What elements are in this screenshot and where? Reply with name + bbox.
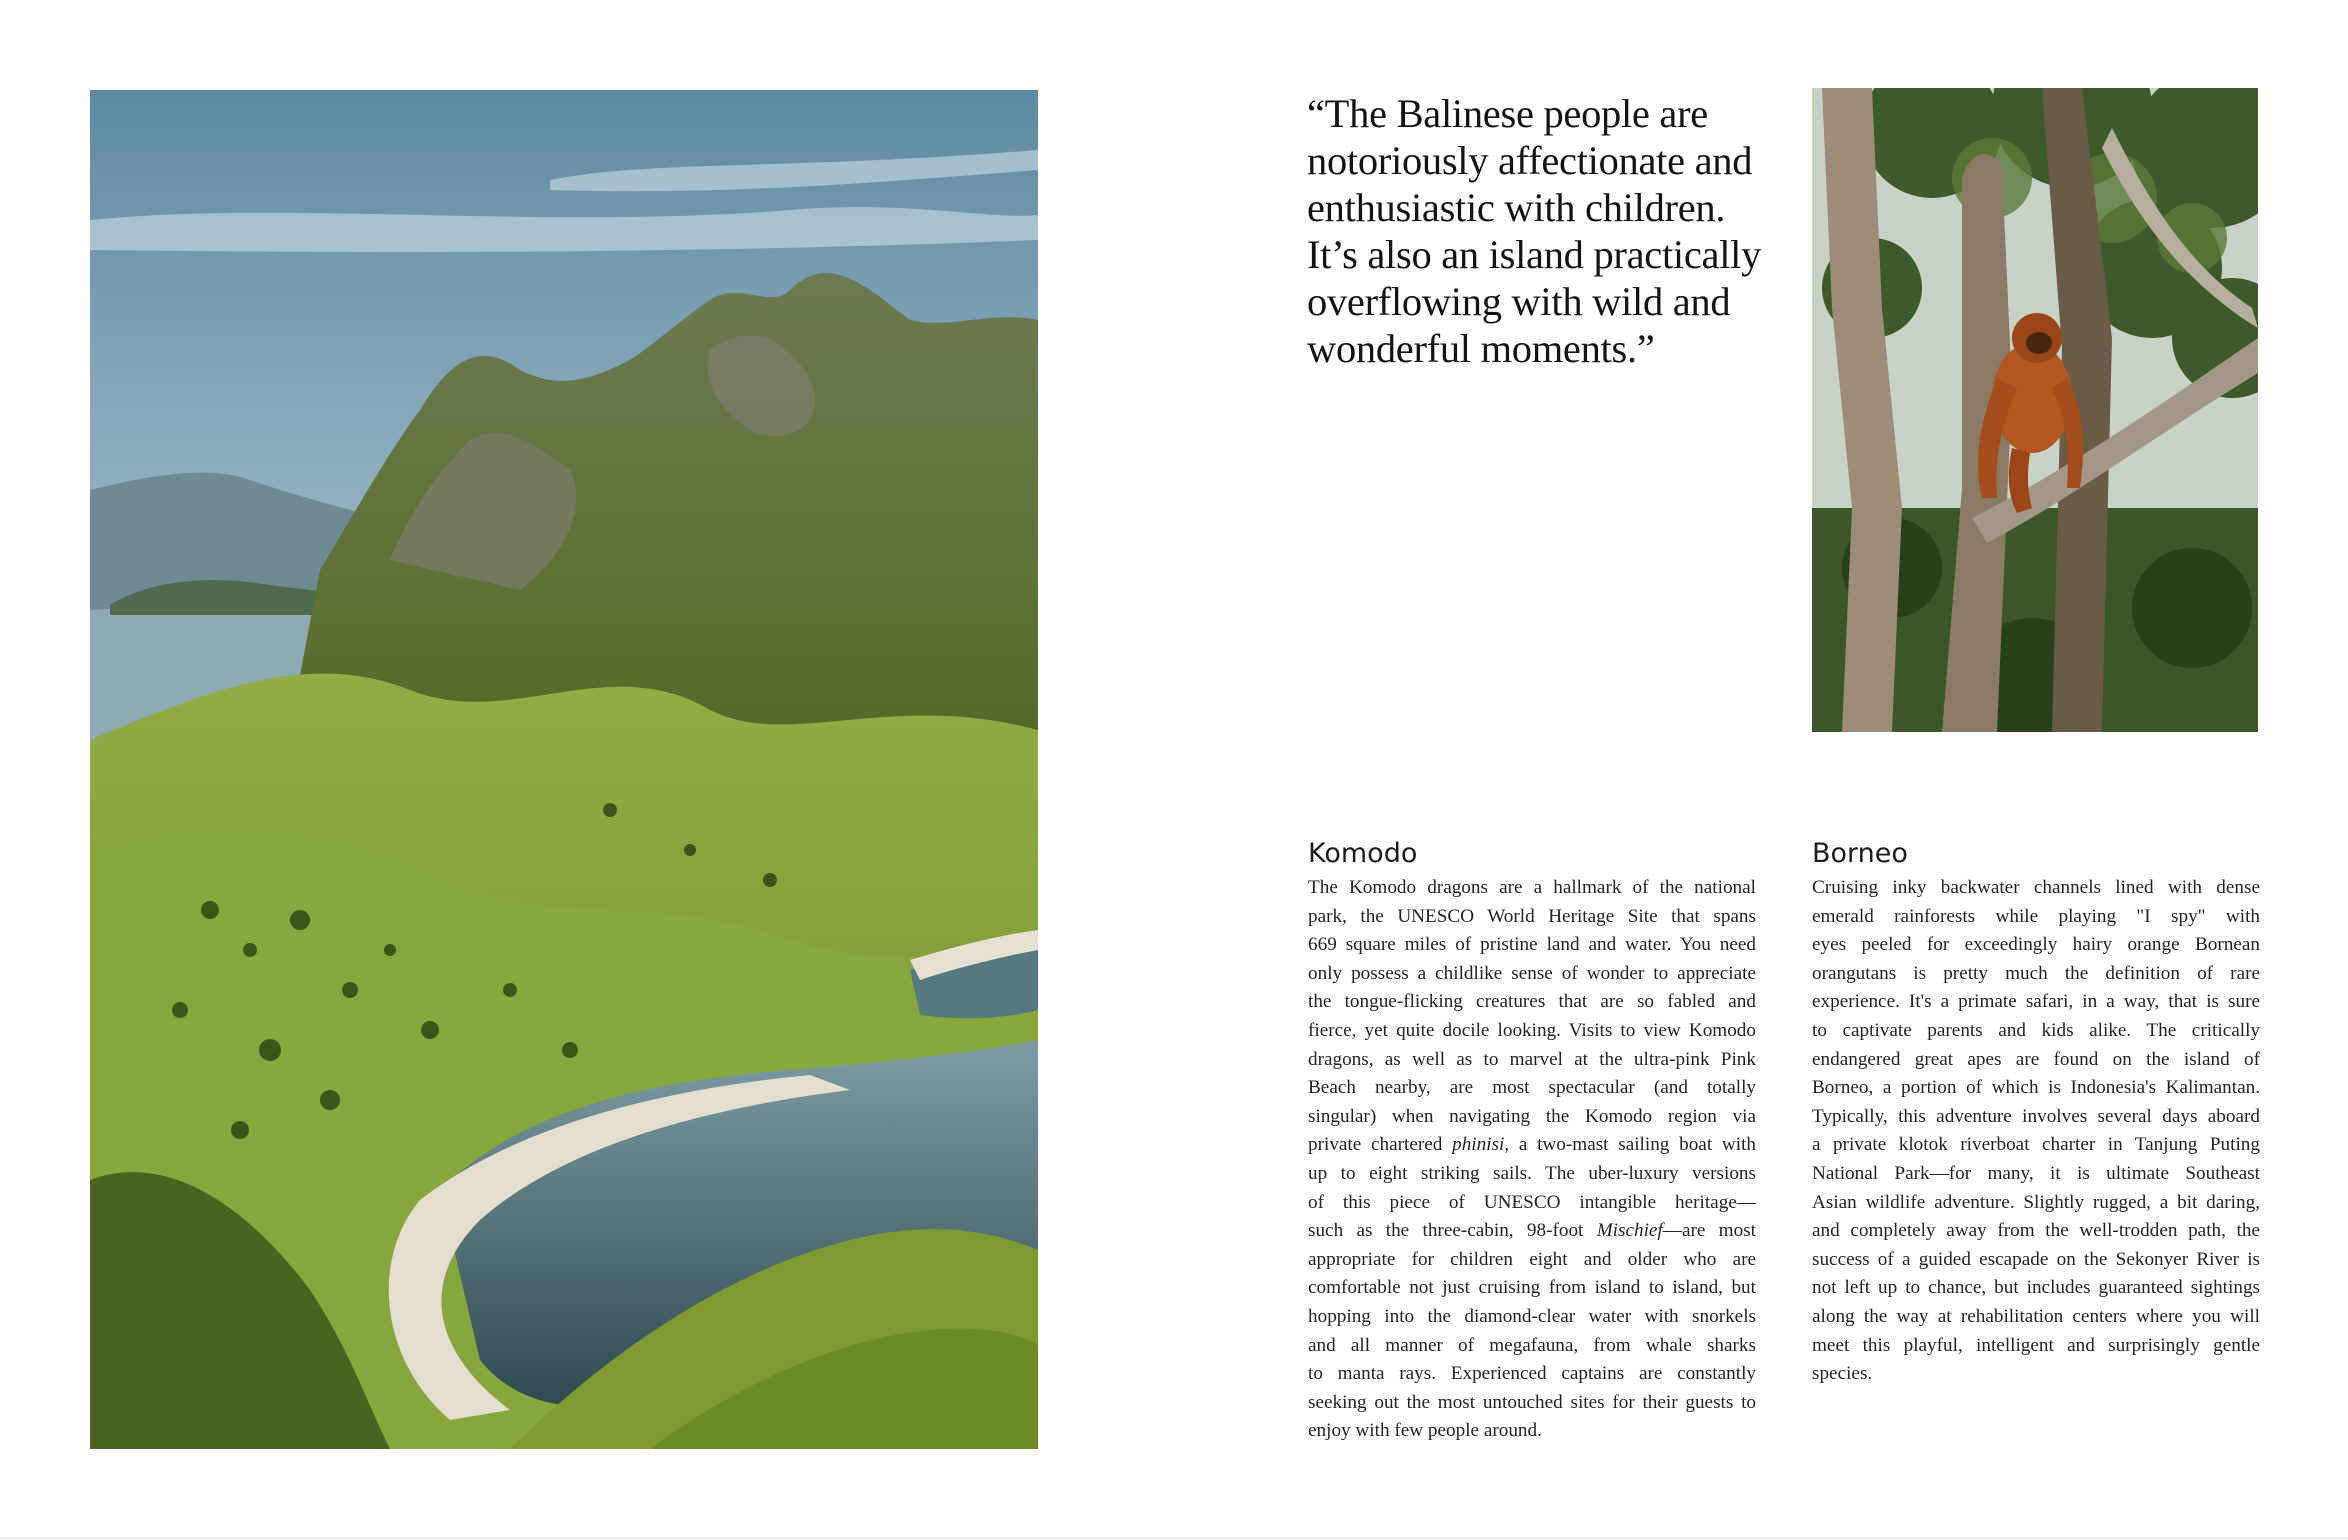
body-line: and all manner of megafauna, from whale sharks	[1308, 1334, 1756, 1356]
orangutan-in-tree-illustration	[1812, 88, 2258, 732]
text-run: private chartered	[1308, 1134, 1453, 1156]
komodo-heading: Komodo	[1308, 838, 1418, 869]
body-line: to captivate parents and kids alike. The critically	[1812, 1019, 2260, 1041]
body-line: Borneo, a portion of which is Indonesia's Kalimantan.	[1812, 1077, 2260, 1099]
padar-island-illustration	[90, 90, 1038, 1449]
text-run: , a two-mast sailing boat with	[1504, 1134, 1756, 1156]
komodo-section	[1308, 838, 1756, 1446]
body-line: up to eight striking sails. The uber-luxury versions	[1308, 1162, 1756, 1184]
komodo-body	[1308, 874, 1756, 1446]
body-line: not left up to chance, but includes guaranteed sightings	[1812, 1277, 2260, 1299]
body-line	[1308, 1131, 1756, 1160]
body-line: along the way at rehabilitation centers where you will	[1812, 1305, 2260, 1327]
italic-term: phinisi	[1452, 1134, 1505, 1156]
text-run: —are most	[1662, 1220, 1756, 1242]
body-line: orangutans is pretty much the definition of rare	[1812, 962, 2260, 984]
quote-line: enthusiastic with children.	[1307, 185, 1726, 230]
body-line: the tongue-flicking creatures that are so fabled and	[1308, 991, 1756, 1013]
body-line: 669 square miles of pristine land and water. You need	[1308, 934, 1756, 956]
italic-term: Mischief	[1596, 1220, 1663, 1242]
body-line: dragons, as well as to marvel at the ultra-pink Pink	[1308, 1048, 1756, 1070]
body-line: The Komodo dragons are a hallmark of the national	[1308, 877, 1756, 898]
body-line: seeking out the most untouched sites for their guests to	[1308, 1391, 1756, 1413]
body-line: experience. It's a primate safari, in a way, that is sure	[1812, 991, 2260, 1013]
body-line: singular) when navigating the Komodo region via	[1308, 1105, 1756, 1127]
quote-line: notoriously affectionate and	[1307, 138, 1753, 183]
body-line: and completely away from the well-trodden path, the	[1812, 1220, 2260, 1242]
text-run: such as the three-cabin, 98-foot	[1308, 1220, 1597, 1242]
body-line: appropriate for children eight and older who are	[1308, 1248, 1756, 1270]
body-line	[1308, 1217, 1756, 1246]
body-line: hopping into the diamond-clear water with snorkels	[1308, 1305, 1756, 1327]
body-line: of this piece of UNESCO intangible heritage—	[1308, 1191, 1756, 1213]
body-line: success of a guided escapade on the Sekonyer River is	[1812, 1248, 2260, 1270]
borneo-body	[1812, 874, 2260, 1389]
body-line: to manta rays. Experienced captains are constantly	[1308, 1363, 1756, 1385]
body-line: Cruising inky backwater channels lined with dense	[1812, 877, 2260, 898]
body-line: endangered great apes are found on the island of	[1812, 1048, 2260, 1070]
body-line: meet this playful, intelligent and surprisingly gentle	[1812, 1334, 2260, 1356]
body-line: fierce, yet quite docile looking. Visits to view Komodo	[1308, 1019, 1756, 1041]
quote-line: “The Balinese people are	[1307, 91, 1708, 136]
body-line: enjoy with few people around.	[1308, 1420, 1542, 1442]
body-line: eyes peeled for exceedingly hairy orange Bornean	[1812, 934, 2260, 956]
body-line: only possess a childlike sense of wonder to appreciate	[1308, 962, 1756, 984]
body-line: Asian wildlife adventure. Slightly rugged, a bit daring,	[1812, 1191, 2260, 1213]
body-line: park, the UNESCO World Heritage Site that spans	[1308, 905, 1756, 927]
body-line: National Park—for many, it is ultimate Southeast	[1812, 1162, 2260, 1184]
quote-line: It’s also an island practically	[1307, 232, 1762, 277]
landscape-photo	[90, 90, 1038, 1449]
borneo-section	[1812, 838, 2260, 1389]
borneo-heading: Borneo	[1812, 838, 1908, 869]
body-line: emerald rainforests while playing "I spy" with	[1812, 905, 2260, 927]
quote-line: wonderful moments.”	[1307, 326, 1655, 371]
quote-line: overflowing with wild and	[1307, 279, 1731, 324]
body-line: a private klotok riverboat charter in Tanjung Puting	[1812, 1134, 2260, 1156]
pull-quote	[1307, 90, 1777, 372]
body-line: Typically, this adventure involves several days aboard	[1812, 1105, 2260, 1127]
body-line: Beach nearby, are most spectacular (and totally	[1308, 1077, 1756, 1099]
body-line: species.	[1812, 1363, 1873, 1385]
orangutan-photo	[1812, 88, 2258, 732]
body-line: comfortable not just cruising from island to island, but	[1308, 1277, 1756, 1299]
